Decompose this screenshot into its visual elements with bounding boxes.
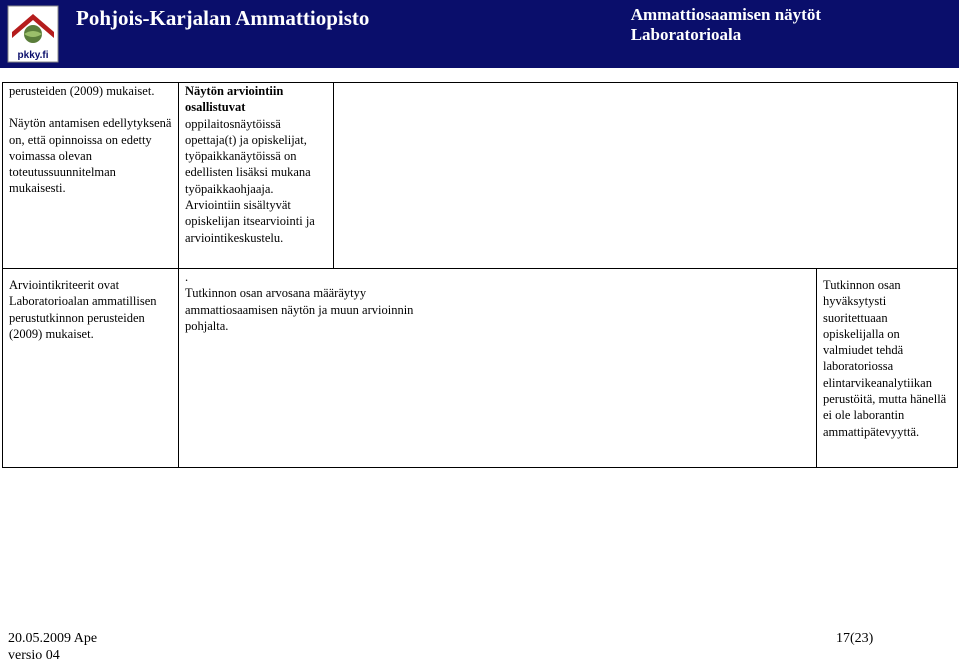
cell-text: oppilaitosnäytöissä opettaja(t) ja opiskelijat, työpaikkanäytöissä on edellisten lisäksi mukana työpaikkaohjaaja.	[185, 116, 311, 196]
organization-title: Pohjois-Karjalan Ammattiopisto	[76, 6, 370, 30]
footer-version: versio 04	[8, 648, 60, 663]
cell-text: Tutkinnon osan hyväksytysti suoritettuaan opiskelijalla on valmiudet tehdä laboratoriossa elintarvikeanalytiikan perustöitä, mutta hänellä ei ole laborantin ammattipätevyyttä.	[823, 278, 947, 439]
page-header	[0, 0, 959, 68]
cell-heading: Näytön arviointiin osallistuvat	[185, 84, 284, 115]
table-cell	[179, 83, 334, 269]
table-row	[3, 269, 958, 468]
document-title-line1: Ammattiosaamisen näytöt	[630, 5, 821, 24]
cell-text: Tutkinnon osan arvosana määräytyy ammattiosaamisen näytön ja muun arvioinnin pohjalta.	[185, 286, 414, 333]
svg-text:pkky.fi: pkky.fi	[17, 50, 49, 61]
footer-date-author: 20.05.2009 Ape	[8, 631, 98, 646]
cell-text: .	[185, 270, 189, 284]
table-cell	[179, 269, 817, 468]
cell-text: Arviointikriteerit ovat Laboratorioalan ammatillisen perustutkinnon perusteiden (2009) mukaiset.	[9, 278, 157, 341]
table-cell-empty	[334, 83, 958, 269]
assessment-table	[2, 82, 958, 468]
table-cell	[817, 269, 958, 468]
cell-text: perusteiden (2009) mukaiset.	[9, 84, 155, 98]
page-number: 17(23)	[836, 631, 874, 646]
pkky-logo-icon	[6, 4, 60, 64]
cell-text: Näytön antamisen edellytyksenä on, että opinnoissa on edetty voimassa olevan toteutussuunnitelman mukaisesti.	[9, 116, 172, 196]
cell-text: Arviointiin sisältyvät opiskelijan itsearviointi ja arviointikeskustelu.	[185, 198, 315, 245]
table-row	[3, 83, 958, 269]
document-title	[631, 5, 821, 45]
document-title-line2: Laboratorioala	[630, 25, 742, 44]
table-cell	[3, 83, 179, 269]
table-cell	[3, 269, 179, 468]
footer-left	[8, 630, 97, 664]
